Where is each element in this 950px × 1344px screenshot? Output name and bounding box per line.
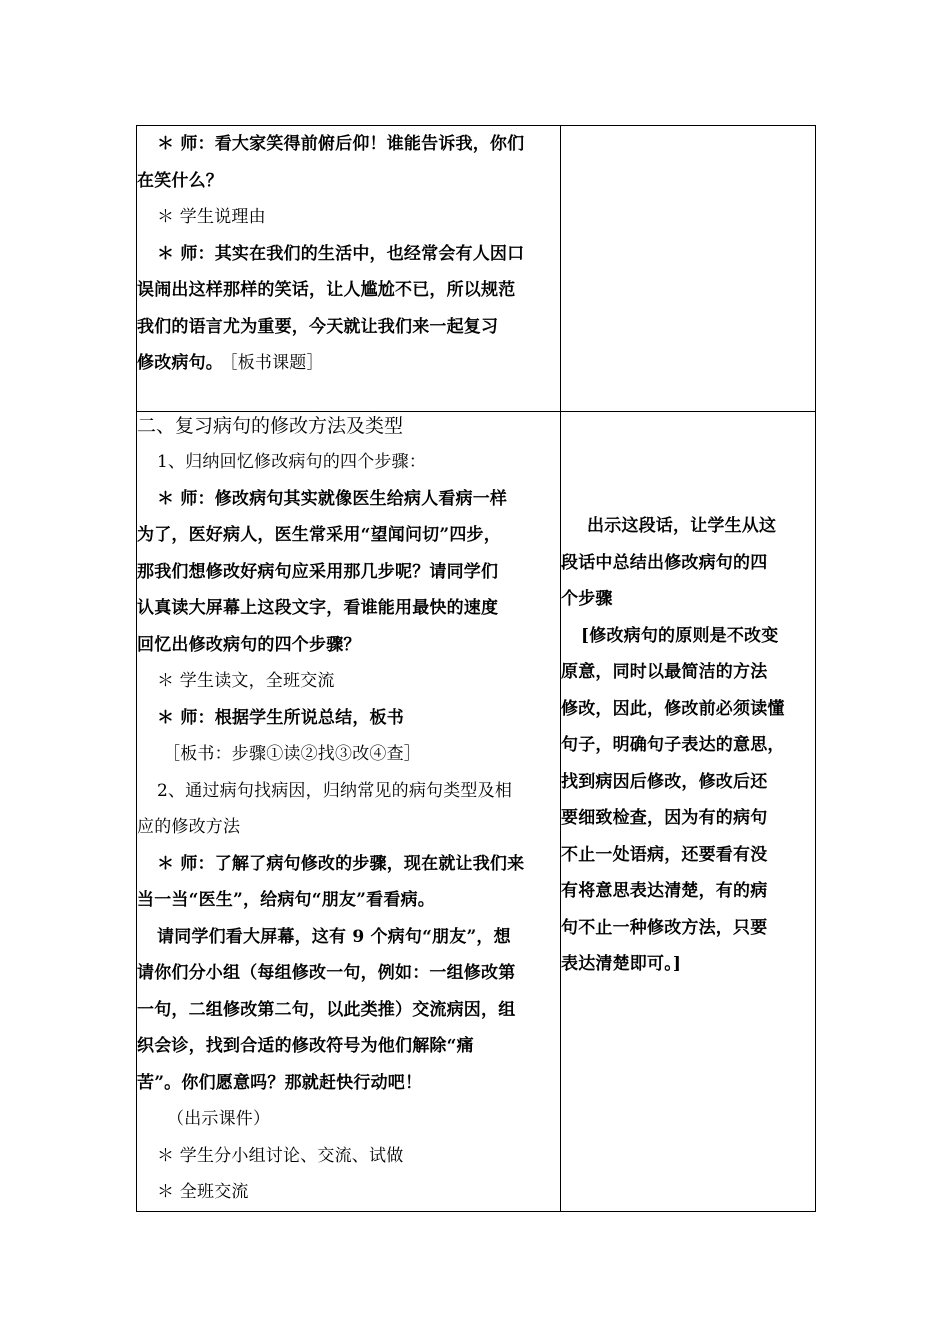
design-note-cell	[561, 126, 816, 412]
row2-text	[137, 444, 560, 1211]
text-line	[561, 873, 815, 910]
text-line	[137, 1065, 560, 1102]
text-line-content: 误闹出这样那样的笑话，让人尴尬不已，所以规范	[137, 280, 516, 300]
text-line	[561, 837, 815, 874]
text-line	[137, 1028, 560, 1065]
design-note-cell	[561, 412, 816, 1212]
text-line	[561, 800, 815, 837]
text-line-content: 请你们分小组（每组修改一句，例如：一组修改第	[137, 963, 516, 983]
text-line-content: ＊ 学生说理由	[157, 207, 266, 227]
text-line	[137, 444, 560, 481]
text-line-content: 修改，因此，修改前必须读懂	[561, 698, 785, 719]
text-line	[137, 481, 560, 518]
text-line-content: 当一当“医生”，给病句“朋友”看看病。	[137, 890, 435, 910]
text-line-content: ＊ 师：其实在我们的生活中，也经常会有人因口	[157, 243, 525, 264]
lesson-plan-table	[136, 125, 816, 1212]
text-line-content: 2、通过病句找病因，归纳常见的病句类型及相	[157, 780, 513, 801]
section-heading: 二、复习病句的修改方法及类型	[137, 415, 404, 437]
text-line-content: 段话中总结出修改病句的四	[561, 552, 768, 573]
row1-text	[137, 126, 560, 382]
text-line-content: ＊ 全班交流	[157, 1182, 249, 1202]
text-line-content: 原意，同时以最简洁的方法	[561, 662, 768, 682]
text-line	[561, 545, 815, 582]
text-line	[137, 663, 560, 700]
text-line-content: 句不止一种修改方法，只要	[561, 917, 768, 938]
text-line-content: 个步骤	[561, 589, 613, 609]
text-line-content: 有将意思表达清楚，有的病	[561, 881, 768, 901]
text-line-content: ＊ 学生读文，全班交流	[157, 671, 335, 691]
text-line	[137, 919, 560, 956]
table-row	[137, 412, 816, 1212]
text-line	[137, 554, 560, 591]
text-line	[137, 809, 560, 846]
text-line	[561, 764, 815, 801]
text-line	[137, 345, 560, 382]
text-line	[137, 882, 560, 919]
text-line-content: 应的修改方法	[137, 817, 241, 837]
text-line-content: 织会诊，找到合适的修改符号为他们解除“痛	[137, 1036, 474, 1056]
text-line-content: 一句，二组修改第二句，以此类推）交流病因，组	[137, 999, 516, 1020]
text-line	[561, 581, 815, 618]
text-line-content: （出示课件）	[167, 1109, 271, 1129]
text-line	[561, 508, 815, 545]
design-note-text	[561, 508, 815, 983]
text-line-content: 要细致检查，因为有的病句	[561, 808, 768, 828]
text-line-content: ＊ 师：了解了病句修改的步骤，现在就让我们来	[157, 853, 525, 874]
text-line-content: ＊ 学生分小组讨论、交流、试做	[157, 1145, 404, 1166]
text-line	[137, 163, 560, 200]
text-line-content: 为了，医好病人，医生常采用“望闻问切”四步，	[137, 525, 501, 545]
table-row	[137, 126, 816, 412]
text-line	[137, 590, 560, 627]
text-line	[137, 1138, 560, 1175]
text-line	[137, 272, 560, 309]
text-line-content: 1、归纳回忆修改病句的四个步骤：	[157, 452, 427, 472]
text-line-content: 表达清楚即可。]	[561, 954, 682, 974]
board-note: ［板书课题］	[229, 353, 324, 373]
text-line-content: 在笑什么？	[137, 170, 223, 191]
text-line-content: 找到病因后修改，修改后还	[561, 771, 768, 792]
text-line	[137, 700, 560, 737]
text-line	[137, 846, 560, 883]
text-line-content: 请同学们看大屏幕，这有 9 个病句“朋友”，想	[157, 926, 511, 947]
text-line	[137, 199, 560, 236]
teaching-process-cell	[137, 126, 561, 412]
text-line	[137, 309, 560, 346]
text-line	[137, 736, 560, 773]
text-line-content: 认真读大屏幕上这段文字，看谁能用最快的速度	[137, 598, 499, 618]
text-line-content: [修改病句的原则是不改变	[581, 625, 779, 646]
teaching-process-cell	[137, 412, 561, 1212]
text-line	[561, 618, 815, 655]
text-line	[137, 992, 560, 1029]
text-line-content: ＊ 师：看大家笑得前俯后仰！谁能告诉我，你们	[157, 134, 525, 154]
text-line-content: ＊ 师：修改病句其实就像医生给病人看病一样	[157, 488, 508, 509]
text-line	[137, 126, 560, 163]
text-line	[137, 517, 560, 554]
text-line	[561, 691, 815, 728]
text-line	[137, 1174, 560, 1211]
text-line-content: 出示这段话，让学生从这	[587, 516, 777, 536]
text-line-content: 那我们想修改好病句应采用那几步呢？请同学们	[137, 561, 499, 582]
text-line-content: 句子，明确句子表达的意思，	[561, 735, 785, 755]
text-line	[137, 236, 560, 273]
text-line-content: ［板书：步骤①读②找③改④查］	[163, 744, 421, 764]
text-line	[137, 955, 560, 992]
text-line-content: 不止一处语病，还要看有没	[561, 844, 768, 865]
text-line	[137, 773, 560, 810]
text-line	[561, 910, 815, 947]
text-line	[137, 1101, 560, 1138]
text-line	[561, 727, 815, 764]
text-line-content: 回忆出修改病句的四个步骤？	[137, 634, 361, 655]
text-line-content: ＊ 师：根据学生所说总结，板书	[157, 707, 404, 728]
text-line-content: 我们的语言尤为重要，今天就让我们来一起复习	[137, 316, 499, 337]
text-line	[561, 946, 815, 983]
text-line	[137, 627, 560, 664]
text-line-content: 苦”。你们愿意吗？那就赶快行动吧！	[137, 1072, 423, 1093]
text-line-content: 修改病句。	[137, 353, 223, 373]
text-line	[561, 654, 815, 691]
